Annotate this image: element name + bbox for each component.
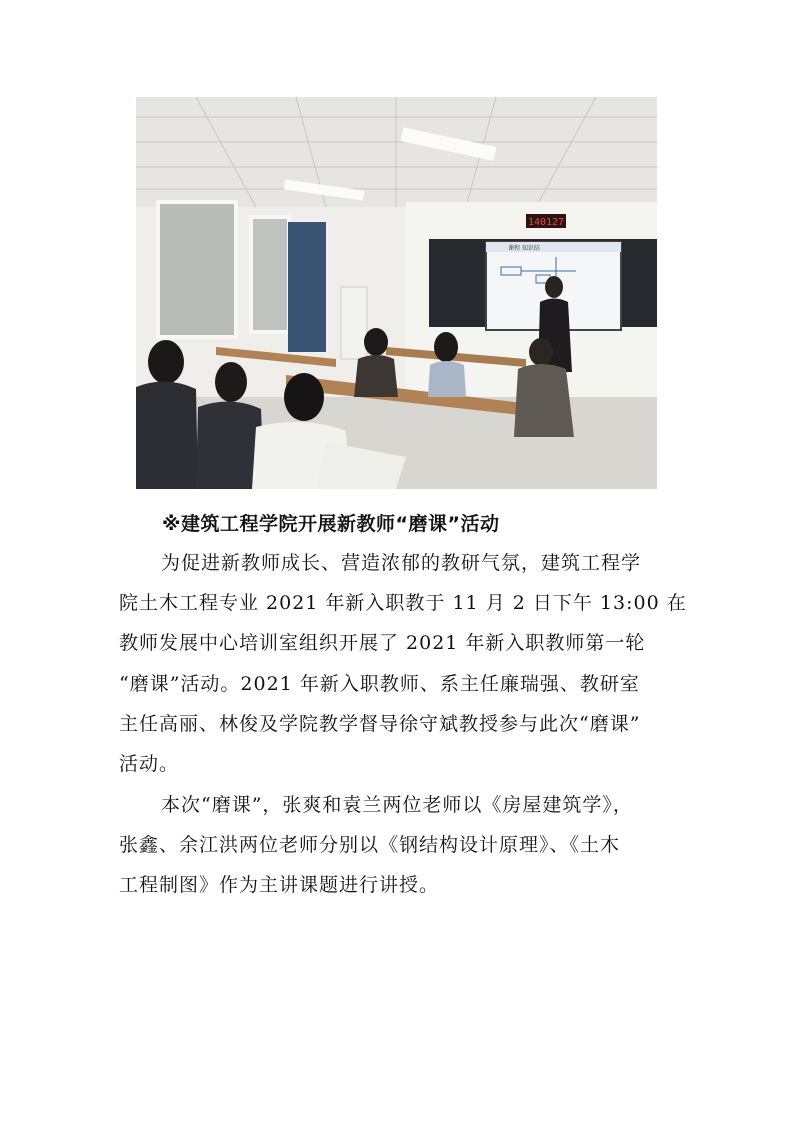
paragraph-line: 张鑫、余江洪两位老师分别以《钢结构设计原理》、《土木	[119, 834, 621, 857]
paragraph-line: 教师发展中心培训室组织开展了 2021 年新入职教师第一轮	[119, 632, 646, 655]
clock-readout: 140127	[527, 217, 565, 228]
article-heading: ※建筑工程学院开展新教师“磨课”活动	[162, 513, 500, 535]
paragraph-line: 本次“磨课”，张爽和袁兰两位老师以《房屋建筑学》，	[161, 794, 633, 816]
paragraph-line: 院土木工程专业 2021 年新入职教于 11 月 2 日下午 13:00 在	[119, 592, 687, 615]
article-paragraph-1	[119, 543, 687, 784]
paragraph-line: 工程制图》作为主讲课题进行讲授。	[119, 874, 440, 897]
paragraph-line: 活动。	[119, 753, 180, 776]
screen-title: 课程 知识结	[508, 245, 540, 252]
paragraph-line: 为促进新教师成长、营造浓郁的教研气氛，建筑工程学	[161, 552, 642, 574]
paragraph-line: “磨课”活动。2021 年新入职教师、系主任廉瑞强、教研室	[119, 672, 640, 695]
classroom-photo-illustration	[136, 97, 657, 489]
paragraph-line: 主任高丽、林俊及学院教学督导徐守斌教授参与此次“磨课”	[119, 712, 641, 735]
classroom-photo	[136, 97, 657, 489]
article-paragraph-2	[119, 785, 675, 906]
